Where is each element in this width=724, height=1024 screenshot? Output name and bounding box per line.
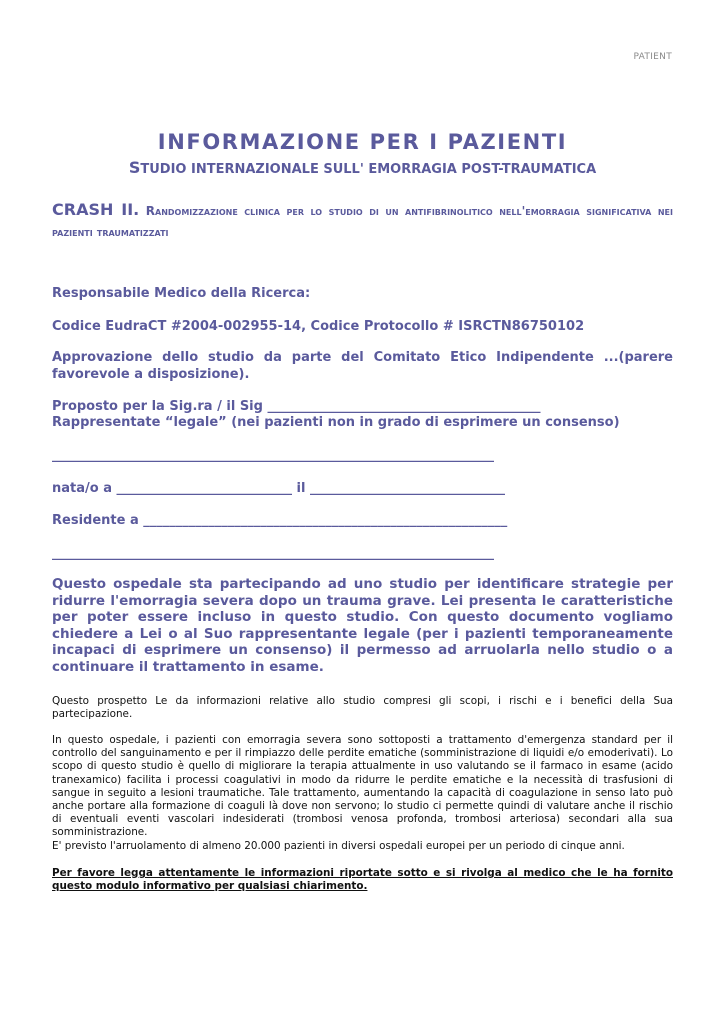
body-paragraph-3: E' previsto l'arruolamento di almeno 20.000 pazienti in diversi ospedali europei per un periodo di cinque anni. — [52, 840, 625, 852]
responsabile-label: Responsabile Medico della Ricerca: — [52, 286, 311, 301]
body-paragraph-2: In questo ospedale, i pazienti con emorragia severa sono sottoposti a trattamento d'emergenza standard per il controllo del sanguinamento e per il rimpiazzo delle perdite ematiche (somministrazione di liquidi e/o emoderivati). Lo scopo di questo studio è quello di migliorare la terapia attualmente in uso valutando se il farmaco in esame (acido tranexamico) facilita i processi coagulativi in modo da ridurre le perdite ematiche e la necessità di trasfusioni di sangue in seguito a lesioni traumatiche. Tale trattamento, aumentando la capacità di coagulazione in senso lato può anche portare alla formazione di coaguli là dove non servono; lo studio ci permette quindi di valutare anche il rischio di eventuali eventi vascolari indesiderati (trombosi venosa profonda, trombosi arteriosa) secondari alla sua somministrazione. — [52, 734, 673, 839]
residence-blank-line: ____________________________________________________________________ — [52, 546, 494, 561]
body-paragraph-1: Questo prospetto Le da informazioni relative allo studio compresi gli scopi, i rischi e i benefici della Sua partecipazione. — [52, 695, 673, 721]
important-notice: Per favore legga attentamente le informazioni riportate sotto e si rivolga al medico che le ha fornito questo modulo informativo per qualsiasi chiarimento. — [52, 867, 673, 893]
study-heading — [52, 199, 673, 243]
ethics-approval: Approvazione dello studio da parte del Comitato Etico Indipendente ...(parere favorevole a disposizione). — [52, 350, 673, 382]
residence-field: Residente a ________________________________________________________ — [52, 513, 508, 528]
protocol-codes: Codice EudraCT #2004-002955-14, Codice Protocollo # ISRCTN86750102 — [52, 319, 585, 334]
page-header-label: PATIENT — [633, 52, 672, 62]
subtitle-rest: TUDIO INTERNAZIONALE SULL' EMORRAGIA POST-TRAUMATICA — [140, 162, 597, 177]
subtitle-initial: S — [128, 158, 141, 177]
document-subtitle — [52, 158, 673, 177]
legal-representative-label: Rappresentate “legale” (nei pazienti non in grado di esprimere un consenso) — [52, 415, 620, 430]
document-title: INFORMAZIONE PER I PAZIENTI — [157, 130, 568, 154]
proposed-for-field: Proposto per la Sig.ra / il Sig __________________________________________ — [52, 399, 541, 414]
study-description: Randomizzazione clinica per lo studio di un antifibrinolitico nell'emorragia significativa nei pazienti traumatizzati — [52, 204, 674, 239]
study-code: CRASH II. — [52, 200, 140, 219]
birthplace-date-field: nata/o a ___________________________ il ______________________________ — [52, 481, 505, 496]
intro-paragraph: Questo ospedale sta partecipando ad uno studio per identificare strategie per ridurre l'emorragia severa dopo un trauma grave. Lei presenta le caratteristiche per poter essere incluso in questo studio. Con questo documento vogliamo chiedere a Lei o al Suo rappresentante legale (per i pazienti temporaneamente incapaci di esprimere un consenso) il permesso ad arruolarla nello studio o a continuare il trattamento in esame. — [52, 576, 673, 675]
representative-blank-line: ____________________________________________________________________ — [52, 448, 494, 463]
